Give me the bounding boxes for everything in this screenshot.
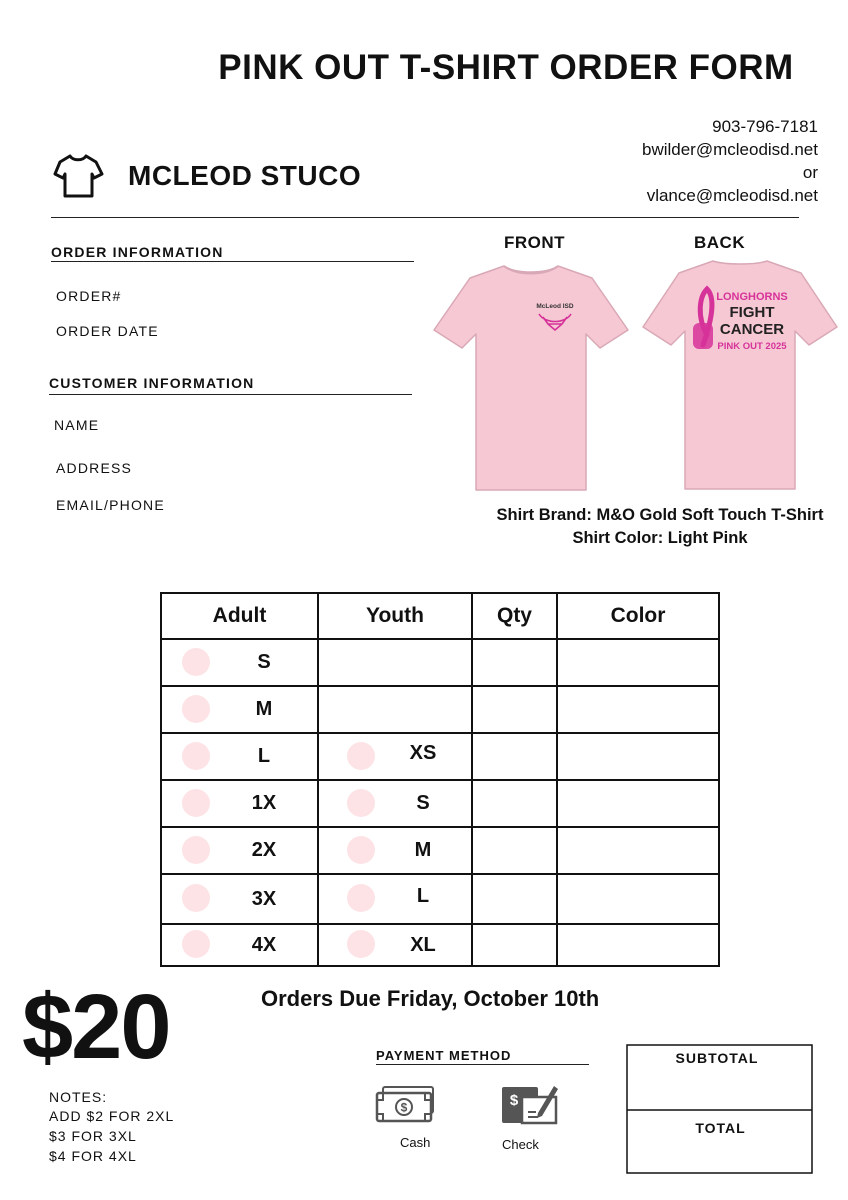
youth-size-s: S xyxy=(416,792,430,814)
notes-heading: NOTES: xyxy=(49,1089,108,1105)
customer-info-heading: CUSTOMER INFORMATION xyxy=(49,375,255,391)
shirt-front-image xyxy=(432,262,630,494)
adult-size-s: S xyxy=(257,651,271,673)
organization-name: MCLEOD STUCO xyxy=(128,160,362,191)
youth-s-checkbox[interactable] xyxy=(347,789,375,817)
youth-size-xs: XS xyxy=(409,741,437,764)
back-print-line-3: CANCER xyxy=(719,321,785,338)
back-print-line-1: LONGHORNS xyxy=(716,291,788,303)
youth-size-xl: XL xyxy=(410,933,436,956)
front-logo-text: McLeod ISD xyxy=(536,303,574,310)
shirt-front-body xyxy=(434,266,628,490)
column-header-youth: Youth xyxy=(366,604,424,627)
cash-icon[interactable] xyxy=(374,1085,436,1125)
payment-rule xyxy=(376,1064,589,1065)
adult-size-4x: 4X xyxy=(251,933,277,956)
adult-2x-checkbox[interactable] xyxy=(182,836,210,864)
order-info-rule xyxy=(51,261,414,262)
note-4xl: $4 FOR 4XL xyxy=(49,1148,137,1164)
payment-method-heading: PAYMENT METHOD xyxy=(376,1048,512,1063)
tshirt-icon xyxy=(52,150,104,202)
adult-size-3x: 3X xyxy=(251,887,277,910)
back-print-line-4: PINK OUT 2025 xyxy=(717,341,787,352)
check-label[interactable]: Check xyxy=(502,1137,539,1152)
due-date: Orders Due Friday, October 10th xyxy=(261,986,600,1011)
customer-info-rule xyxy=(49,394,412,395)
page-title: PINK OUT T-SHIRT ORDER FORM xyxy=(218,48,794,87)
back-label: BACK xyxy=(694,233,746,252)
youth-xl-checkbox[interactable] xyxy=(347,930,375,958)
adult-size-1x: 1X xyxy=(251,792,277,814)
svg-text:$: $ xyxy=(400,1100,408,1115)
column-header-qty: Qty xyxy=(496,604,532,627)
order-number-field[interactable]: ORDER# xyxy=(56,288,122,304)
adult-1x-checkbox[interactable] xyxy=(182,789,210,817)
back-print-line-2: FIGHT xyxy=(729,304,775,321)
youth-size-m: M xyxy=(414,839,432,861)
adult-4x-checkbox[interactable] xyxy=(182,930,210,958)
adult-s-checkbox[interactable] xyxy=(182,648,210,676)
check-icon[interactable] xyxy=(500,1083,560,1127)
email-phone-field[interactable]: EMAIL/PHONE xyxy=(56,497,165,513)
contact-email-1[interactable]: bwilder@mcleodisd.net xyxy=(641,140,818,159)
svg-text:$: $ xyxy=(509,1092,519,1109)
note-3xl: $3 FOR 3XL xyxy=(49,1128,137,1144)
front-label: FRONT xyxy=(504,233,566,252)
price: $20 xyxy=(22,976,170,1078)
adult-size-2x: 2X xyxy=(251,839,277,861)
name-field[interactable]: NAME xyxy=(54,417,100,433)
cash-label[interactable]: Cash xyxy=(400,1135,431,1150)
order-date-field[interactable]: ORDER DATE xyxy=(56,323,159,339)
adult-size-l: L xyxy=(257,745,271,767)
youth-size-l: L xyxy=(416,885,430,907)
contact-or: or xyxy=(802,163,818,182)
order-info-heading: ORDER INFORMATION xyxy=(51,244,224,260)
adult-l-checkbox[interactable] xyxy=(182,742,210,770)
contact-email-2[interactable]: vlance@mcleodisd.net xyxy=(646,186,818,205)
adult-3x-checkbox[interactable] xyxy=(182,884,210,912)
total-label: TOTAL xyxy=(695,1120,746,1136)
youth-xs-checkbox[interactable] xyxy=(347,742,375,770)
shirt-brand: Shirt Brand: M&O Gold Soft Touch T-Shirt xyxy=(496,506,824,524)
shirt-back-image xyxy=(641,257,839,493)
header-divider xyxy=(51,217,799,218)
contact-phone[interactable]: 903-796-7181 xyxy=(712,117,818,136)
note-2xl: ADD $2 FOR 2XL xyxy=(49,1108,175,1124)
adult-m-checkbox[interactable] xyxy=(182,695,210,723)
column-header-color: Color xyxy=(610,604,666,627)
youth-m-checkbox[interactable] xyxy=(347,836,375,864)
youth-l-checkbox[interactable] xyxy=(347,884,375,912)
address-field[interactable]: ADDRESS xyxy=(56,460,133,476)
shirt-color: Shirt Color: Light Pink xyxy=(572,529,748,547)
adult-size-m: M xyxy=(255,698,273,720)
subtotal-label: SUBTOTAL xyxy=(675,1050,759,1066)
column-header-adult: Adult xyxy=(212,604,267,627)
